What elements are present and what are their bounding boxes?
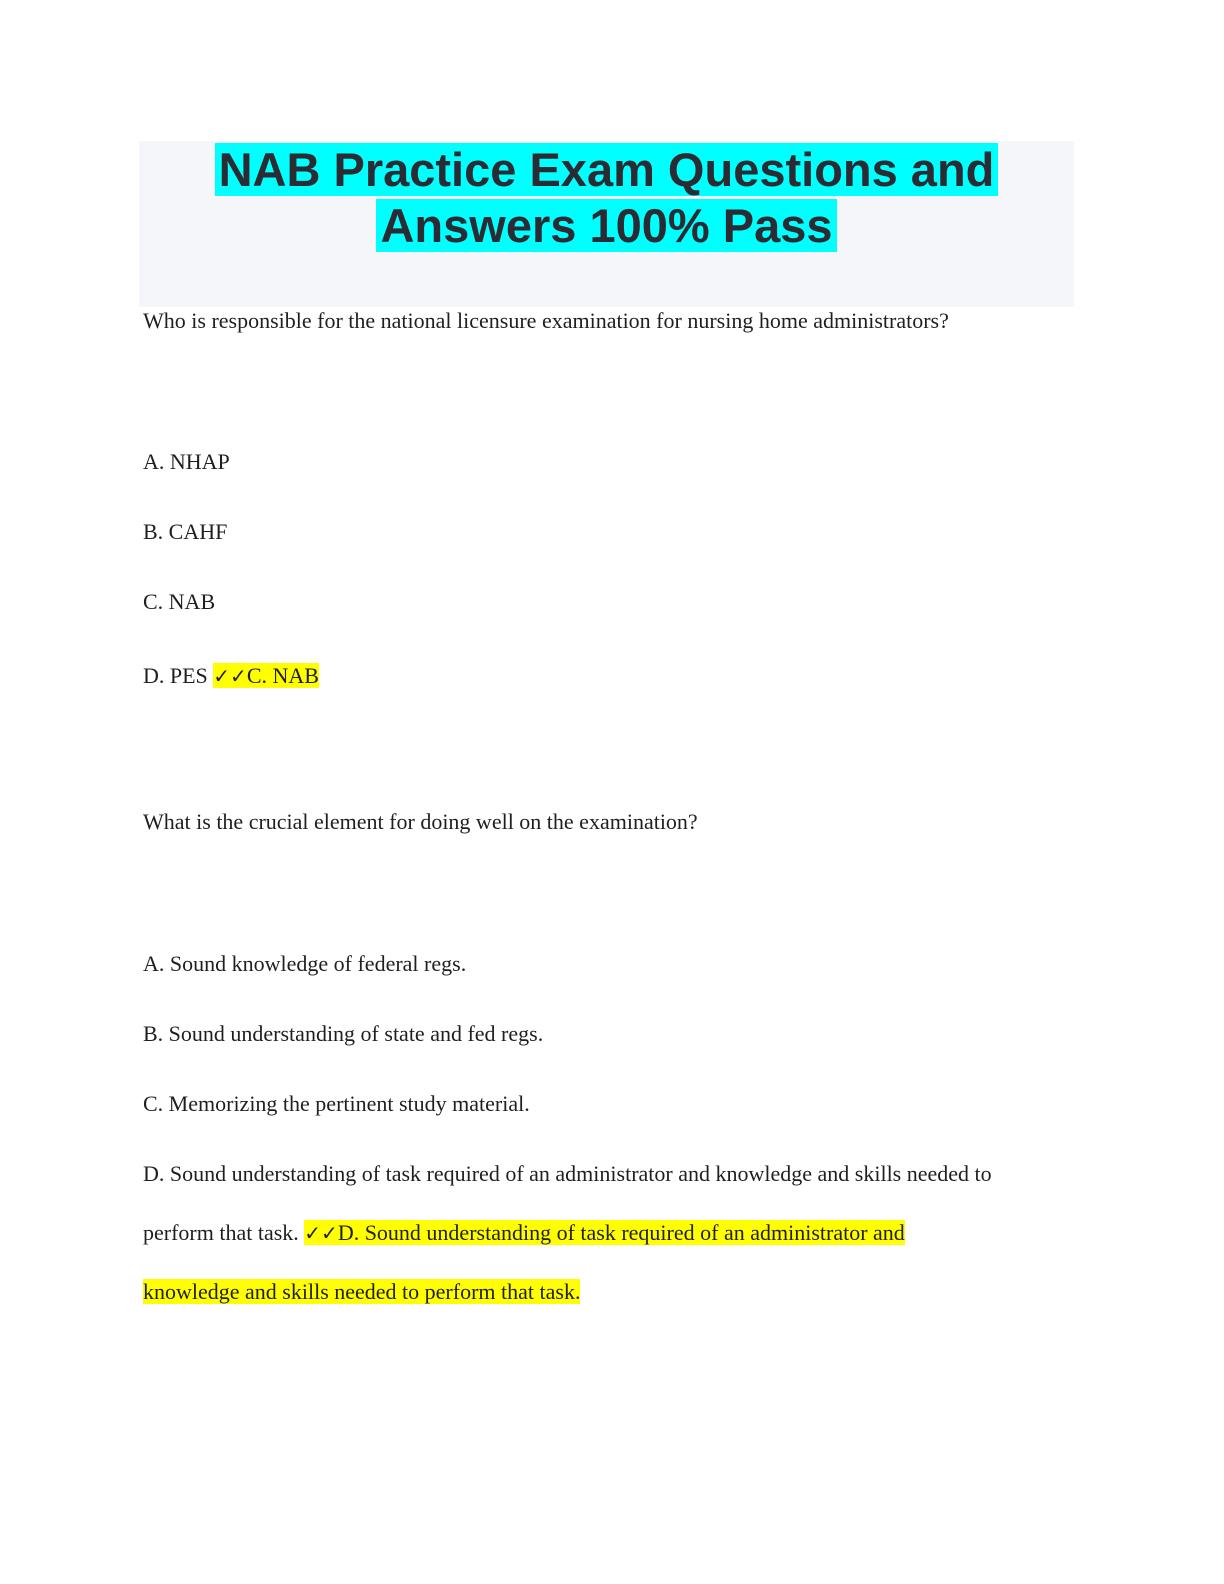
checkmark-icon: ✓✓ (213, 664, 247, 688)
page-title (139, 142, 1074, 254)
question-2-option-d-continuation-line (143, 1219, 905, 1247)
question-1-option-d-line (143, 662, 319, 690)
question-2-option-d: D. Sound understanding of task required of an administrator and knowledge and skills needed to (143, 1161, 992, 1186)
question-1-answer: C. NAB (246, 663, 319, 688)
question-2-answer-line-2-wrap (143, 1278, 580, 1306)
question-2-option-b: B. Sound understanding of state and fed regs. (143, 1021, 544, 1046)
question-1-answer-highlight (213, 663, 319, 688)
question-2-answer-line-2: knowledge and skills needed to perform that task. (143, 1279, 581, 1304)
title-line-2: Answers 100% Pass (376, 199, 836, 252)
question-2-answer-line-1: D. Sound understanding of task required of an administrator and (337, 1220, 905, 1245)
question-1-option-d: D. PES (143, 663, 208, 688)
question-2-option-d-continuation: perform that task. (143, 1220, 299, 1245)
question-1-option-c: C. NAB (143, 589, 216, 614)
question-1-option-a: A. NHAP (143, 449, 230, 474)
checkmark-icon: ✓✓ (304, 1221, 338, 1245)
question-1-option-b: B. CAHF (143, 519, 228, 544)
question-2-prompt: What is the crucial element for doing well on the examination? (143, 809, 698, 834)
title-line-1: NAB Practice Exam Questions and (215, 143, 999, 196)
question-2-option-c: C. Memorizing the pertinent study material. (143, 1091, 530, 1116)
question-1-prompt: Who is responsible for the national licensure examination for nursing home administrators? (143, 308, 949, 333)
question-2-answer-highlight (304, 1220, 905, 1245)
question-2-option-a: A. Sound knowledge of federal regs. (143, 951, 467, 976)
